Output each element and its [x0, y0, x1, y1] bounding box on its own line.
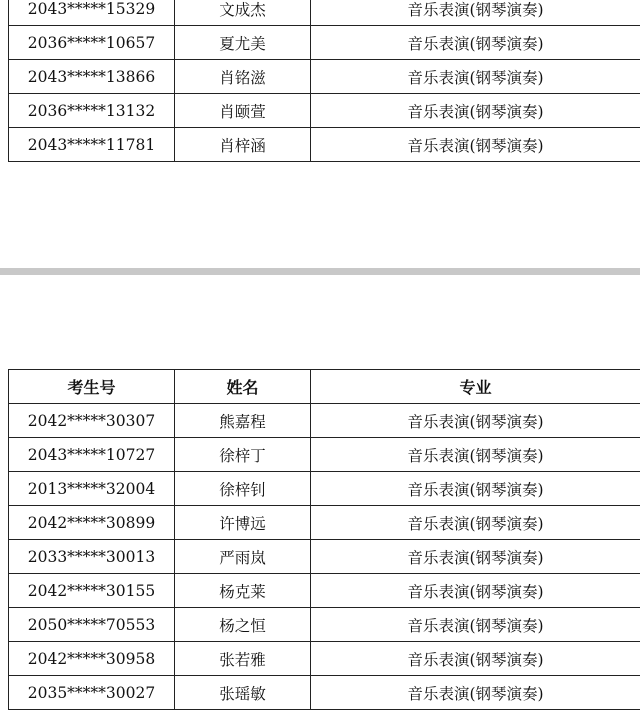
major-cell: 音乐表演(钢琴演奏): [311, 540, 640, 574]
major-cell: 音乐表演(钢琴演奏): [311, 472, 640, 506]
major-cell: 音乐表演(钢琴演奏): [311, 608, 640, 642]
major-cell: 音乐表演(钢琴演奏): [311, 94, 640, 128]
student-name-cell: 肖颐萱: [175, 94, 311, 128]
student-id-cell: 2042*****30958: [9, 642, 175, 676]
student-id-cell: 2043*****15329: [9, 0, 175, 26]
major-cell: 音乐表演(钢琴演奏): [311, 642, 640, 676]
student-id-cell: 2042*****30899: [9, 506, 175, 540]
table-row: [9, 60, 640, 94]
student-name-cell: 徐梓钊: [175, 472, 311, 506]
student-name-cell: 熊嘉程: [175, 404, 311, 438]
student-name-cell: 张瑶敏: [175, 676, 311, 710]
student-id-cell: 2013*****32004: [9, 472, 175, 506]
student-id-cell: 2050*****70553: [9, 608, 175, 642]
student-name-cell: 张若雅: [175, 642, 311, 676]
student-name-cell: 杨之恒: [175, 608, 311, 642]
student-id-cell: 2042*****30155: [9, 574, 175, 608]
major-cell: 音乐表演(钢琴演奏): [311, 506, 640, 540]
student-name-cell: 杨克莱: [175, 574, 311, 608]
student-id-cell: 2043*****11781: [9, 128, 175, 162]
table-row: [9, 506, 640, 540]
column-header-major: 专业: [311, 370, 640, 404]
page-break-divider: [0, 268, 640, 275]
student-name-cell: 肖铭滋: [175, 60, 311, 94]
major-cell: 音乐表演(钢琴演奏): [311, 60, 640, 94]
table-row: [9, 94, 640, 128]
table-row: [9, 26, 640, 60]
major-cell: 音乐表演(钢琴演奏): [311, 0, 640, 26]
student-name-cell: 徐梓丁: [175, 438, 311, 472]
table-row: [9, 438, 640, 472]
major-cell: 音乐表演(钢琴演奏): [311, 128, 640, 162]
major-cell: 音乐表演(钢琴演奏): [311, 676, 640, 710]
student-name-cell: 夏尤美: [175, 26, 311, 60]
student-id-cell: 2043*****10727: [9, 438, 175, 472]
admission-table-page-2: [8, 369, 640, 710]
table-row: [9, 676, 640, 710]
table-row: [9, 574, 640, 608]
table-row: [9, 608, 640, 642]
table-row: [9, 642, 640, 676]
major-cell: 音乐表演(钢琴演奏): [311, 404, 640, 438]
student-id-cell: 2036*****13132: [9, 94, 175, 128]
column-header-student-id: 考生号: [9, 370, 175, 404]
student-name-cell: 许博远: [175, 506, 311, 540]
student-name-cell: 文成杰: [175, 0, 311, 26]
student-name-cell: 严雨岚: [175, 540, 311, 574]
student-name-cell: 肖梓涵: [175, 128, 311, 162]
table-row: [9, 0, 640, 26]
table-row: [9, 128, 640, 162]
student-id-cell: 2042*****30307: [9, 404, 175, 438]
student-id-cell: 2036*****10657: [9, 26, 175, 60]
major-cell: 音乐表演(钢琴演奏): [311, 26, 640, 60]
table-header-row: [9, 370, 640, 404]
student-id-cell: 2035*****30027: [9, 676, 175, 710]
major-cell: 音乐表演(钢琴演奏): [311, 438, 640, 472]
admission-table-page-1: [8, 0, 640, 162]
table-row: [9, 540, 640, 574]
table-row: [9, 472, 640, 506]
major-cell: 音乐表演(钢琴演奏): [311, 574, 640, 608]
column-header-name: 姓名: [175, 370, 311, 404]
student-id-cell: 2043*****13866: [9, 60, 175, 94]
table-row: [9, 404, 640, 438]
student-id-cell: 2033*****30013: [9, 540, 175, 574]
